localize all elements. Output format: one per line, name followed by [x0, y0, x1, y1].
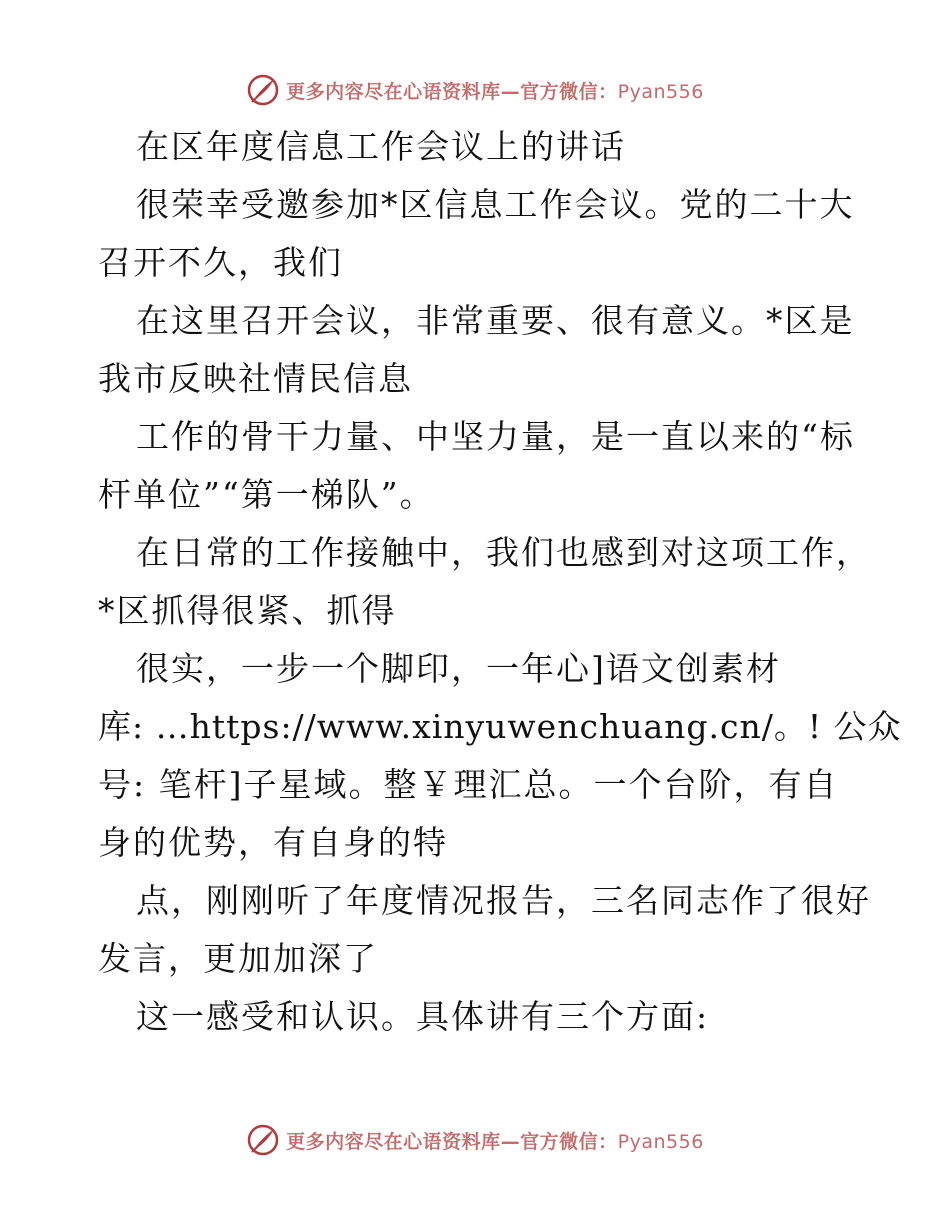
doc-line: 号: 笔杆]子星域。整￥理汇总。一个台阶，有自	[98, 765, 839, 804]
doc-line: 我市反映社情民信息	[98, 359, 413, 398]
doc-line: 召开不久，我们	[98, 243, 343, 282]
header-watermark	[0, 70, 950, 110]
doc-line: 在这里召开会议，非常重要、很有意义。*区是	[136, 301, 855, 340]
watermark-main: 更多内容尽在心语资料库—官方微信：	[286, 80, 618, 103]
doc-title: 在区年度信息工作会议上的讲话	[136, 127, 626, 166]
doc-line: 发言，更加加深了	[98, 939, 378, 978]
watermark-id: Pyan556	[617, 1130, 704, 1153]
quill-circle-icon	[246, 1123, 280, 1157]
quill-circle-icon	[246, 73, 280, 107]
doc-line: 工作的骨干力量、中坚力量，是一直以来的“标	[136, 417, 855, 456]
doc-line: 很荣幸受邀参加*区信息工作会议。党的二十大	[136, 185, 855, 224]
doc-line: 这一感受和认识。具体讲有三个方面:	[136, 997, 710, 1036]
watermark-text	[286, 77, 704, 104]
doc-line-url: 库: …https://www.xinyuwenchuang.cn/。! 公众	[98, 707, 902, 746]
footer-watermark	[0, 1120, 950, 1160]
document-body	[98, 118, 902, 1046]
doc-line: 身的优势，有自身的特	[98, 823, 448, 862]
doc-line: 杆单位”“第一梯队”。	[98, 475, 435, 514]
doc-line: 点，刚刚听了年度情况报告，三名同志作了很好	[136, 881, 871, 920]
watermark-id: Pyan556	[617, 80, 704, 103]
watermark-main: 更多内容尽在心语资料库—官方微信：	[286, 1130, 618, 1153]
watermark-text	[286, 1127, 704, 1154]
doc-line: *区抓得很紧、抓得	[98, 591, 397, 630]
doc-line: 在日常的工作接触中，我们也感到对这项工作，	[136, 533, 871, 572]
doc-line: 很实，一步一个脚印，一年心]语文创素材	[136, 649, 781, 688]
